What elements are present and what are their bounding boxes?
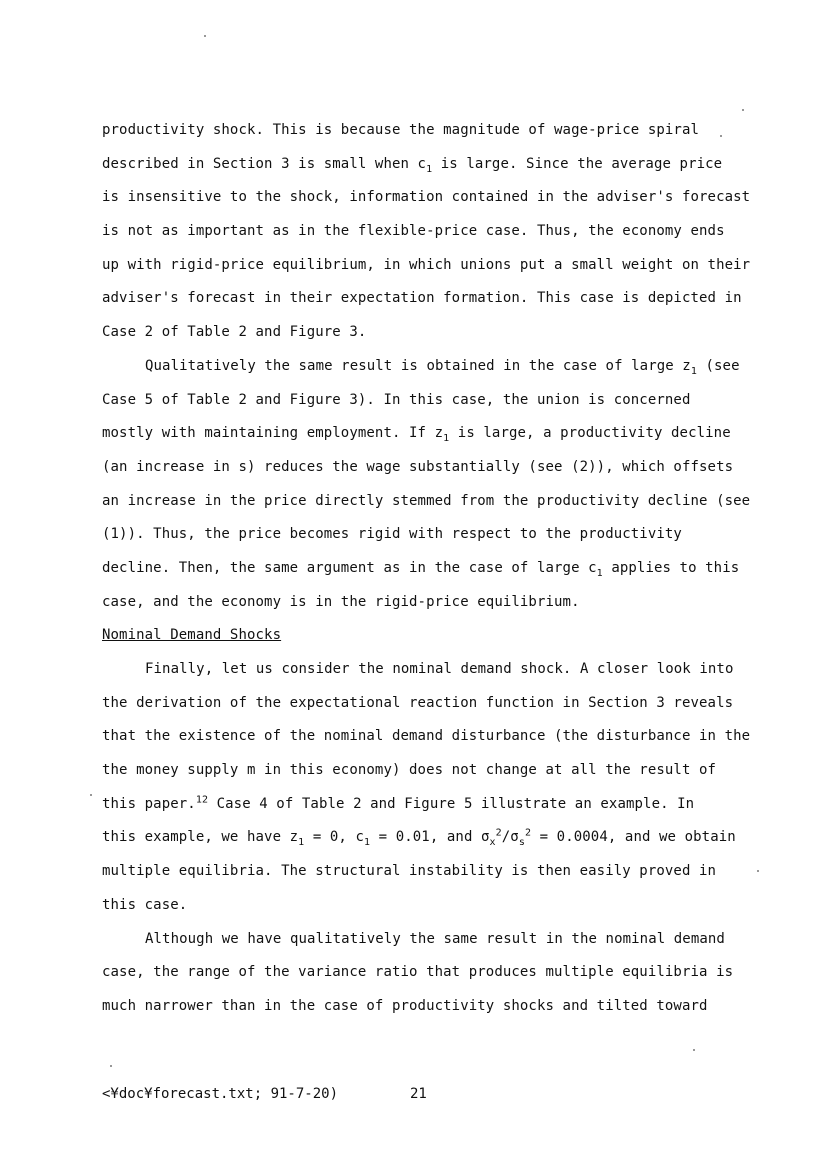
text: productivity shock. This is because the magnitude of wage-price spiral [102,122,700,138]
paragraph-2-line [102,485,751,519]
text: is large. Since the average price [432,155,723,172]
scan-speck [204,35,206,37]
paragraph-3-line [102,720,751,754]
text: = 0.01, and σ [370,829,490,846]
text: case, the range of the variance ratio that produces multiple equilibria is [102,964,734,981]
body-text [102,114,751,1024]
text: = 0.0004, and we obtain [531,829,736,846]
text: this paper. [102,795,196,812]
paragraph-3-line [102,788,742,822]
subscript: 1 [426,163,433,175]
paragraph-4-line [102,923,742,957]
text: is large, a productivity decline [449,425,731,442]
subscript: s [518,837,525,849]
text: the money supply m in this economy) does not change at all the result of [102,762,717,779]
text: decline. Then, the same argument as in the case of large c [102,559,597,576]
paragraph-3-line [102,855,742,889]
text: multiple equilibria. The structural instability is then easily proved in [102,863,717,880]
superscript: 2 [495,827,502,839]
text: an increase in the price directly stemmed from the productivity decline (see [102,492,751,509]
text: up with rigid-price equilibrium, in which unions put a small weight on their [102,256,751,273]
text: Case 4 of Table 2 and Figure 5 illustrate an example. In [208,795,695,812]
file-footer: <¥doc¥forecast.txt; 91-7-20) [102,1086,339,1102]
paragraph-1-line [102,249,751,283]
text: the derivation of the expectational reaction function in Section 3 reveals [102,694,734,711]
subscript: x [489,837,496,849]
subscript: 1 [690,365,697,377]
text: (an increase in s) reduces the wage substantially (see (2)), which offsets [102,458,734,475]
page-number: 21 [410,1086,427,1102]
text: that the existence of the nominal demand disturbance (the disturbance in the [102,728,751,745]
scan-speck [742,109,744,111]
text: case, and the economy is in the rigid-price equilibrium. [102,593,580,610]
paragraph-4-line [102,956,742,990]
paragraph-2-line [102,384,742,418]
subscript: 1 [364,837,371,849]
paragraph-2-line [102,518,742,552]
text: Although we have qualitatively the same result in the nominal demand [145,930,725,947]
subscript: 1 [298,837,305,849]
paragraph-2-line [102,451,742,485]
section-heading: Nominal Demand Shocks [102,627,282,644]
text: mostly with maintaining employment. If z [102,425,444,442]
subscript: 1 [596,567,603,579]
text: this example, we have z [102,829,299,846]
paragraph-3-line [102,687,742,721]
text: Case 2 of Table 2 and Figure 3. [102,324,367,341]
paragraph-3-line [102,889,742,923]
superscript: 2 [524,827,532,839]
paragraph-1-line [102,215,742,249]
text: much narrower than in the case of productivity shocks and tilted toward [102,997,708,1014]
scan-speck [90,794,92,796]
text: adviser's forecast in their expectation formation. This case is depicted in [102,290,742,307]
paragraph-1-line [102,114,742,148]
scan-speck [757,870,759,872]
scan-speck [693,1049,695,1051]
paragraph-2-line [102,417,742,451]
text: applies to this [602,559,740,576]
text: Qualitatively the same result is obtained in the case of large z [145,357,691,374]
paragraph-3-line [102,821,742,855]
text: (see [696,357,740,374]
text: Case 5 of Table 2 and Figure 3). In this case, the union is concerned [102,391,691,408]
paragraph-3-line [102,754,742,788]
text: described in Section 3 is small when c [102,155,427,172]
paragraph-1-line [102,316,742,350]
paragraph-1-line [102,282,742,316]
paragraph-2-line [102,552,742,586]
text: Finally, let us consider the nominal demand shock. A closer look into [145,661,734,677]
paragraph-2-line [102,586,742,620]
paragraph-3-line [102,653,742,687]
text: /σ [501,829,519,846]
text: (1)). Thus, the price becomes rigid with respect to the productivity [102,526,682,543]
text: = 0, c [304,829,364,846]
text: is insensitive to the shock, information contained in the adviser's forecast [102,189,751,206]
paragraph-2-line [102,350,742,384]
paragraph-4-line [102,990,742,1024]
footnote-marker: 12 [195,794,209,806]
scan-speck [110,1065,112,1067]
text: is not as important as in the flexible-price case. Thus, the economy ends [102,223,725,240]
subscript: 1 [443,432,450,444]
text: this case. [102,896,188,913]
paragraph-1-line [102,181,751,215]
paragraph-1-line [102,148,742,182]
